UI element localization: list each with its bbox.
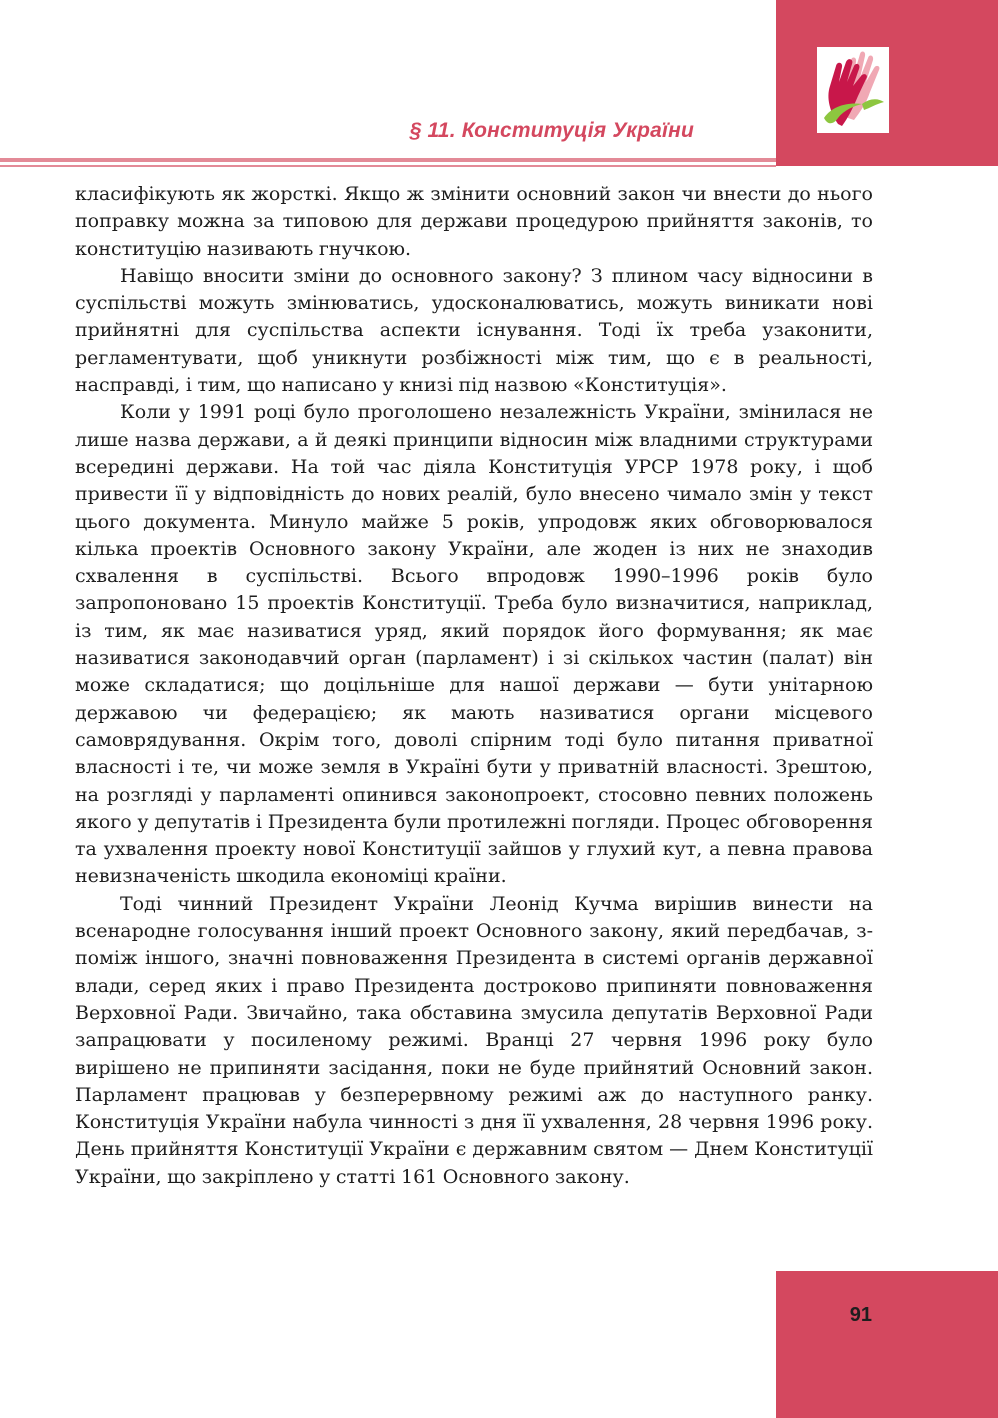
footer-corner-block [776,1271,998,1418]
hands-logo-icon [818,48,888,132]
header-rule-thin [0,165,776,167]
page-number: 91 [849,1304,872,1326]
paragraph-4: Тоді чинний Президент України Леонід Кучма вирішив винести на всенародне голосування інший проект Основного закону, який передбачав, з-поміж іншого, значні повноваження Президента в системі органів державної влади, серед яких і право Президента достроково припиняти повноваження Верховної Ради. Звичайно, така обставина змусила депутатів Верховної Ради запрацювати у посиленому режимі. Вранці 27 червня 1996 року було вирішено не припиняти засідання, поки не буде прийнятий Основний закон. Парламент працював у безперервному режимі аж до наступного ранку. Конституція України набула чинності з дня її ухвалення, 28 червня 1996 року. День прийняття Конституції України є державним святом — Днем Конституції України, що закріплено у статті 161 Основного закону. [75,892,873,1188]
logo [817,47,889,133]
paragraph-1: класифікують як жорсткі. Якщо ж змінити основний закон чи внести до нього поправку можна за типовою для держави процедурою прийняття законів, то конституцію називають гнучкою. [75,183,873,260]
header-rule-thick [0,158,776,162]
paragraph-3: Коли у 1991 році було проголошено незалежність України, змінилася не лише назва держави, а й деякі принципи відносин між владними структурами всередині держави. На той час діяла Конституція УРСР 1978 року, і щоб привести її у відповідність до нових реалій, було внесено чимало змін у текст цього документа. Минуло майже 5 років, упродовж яких обговорювалося кілька проектів Основного закону України, але жоден із них не знаходив схвалення в суспільстві. Всього впродовж 1990–1996 років було запропоновано 15 проектів Конституції. Треба було визначитися, наприклад, із тим, як має називатися уряд, який порядок його формування; як має називатися законодавчий орган (парламент) і зі скількох частин (палат) він може складатися; що доцільніше для нашої держави — бути унітарною державою чи федерацією; як мають називатися органи місцевого самоврядування. Окрім того, доволі спірним тоді було питання приватної власності і те, чи може земля в Україні бути у приватній власності. Зрештою, на розгляді у парламенті опинився законопроект, стосовно певних положень якого у депутатів і Президента були протилежні погляди. Процес обговорення та ухвалення проекту нової Конституції зайшов у глухий кут, а певна правова невизначеність шкодила економіці країни. [75,401,873,888]
chapter-title: § 11. Конституція України [409,119,694,142]
body-text [75,181,873,1191]
paragraph-2: Навіщо вносити зміни до основного закону? З плином часу відносини в суспільстві можуть змінюватись, удосконалюватись, можуть виникати нові прийнятні для суспільства аспекти існування. Тоді їх треба узаконити, регламентувати, щоб уникнути розбіжності між тим, що є в реальності, насправді, і тим, що написано у книзі під назвою «Конституція». [75,264,873,397]
